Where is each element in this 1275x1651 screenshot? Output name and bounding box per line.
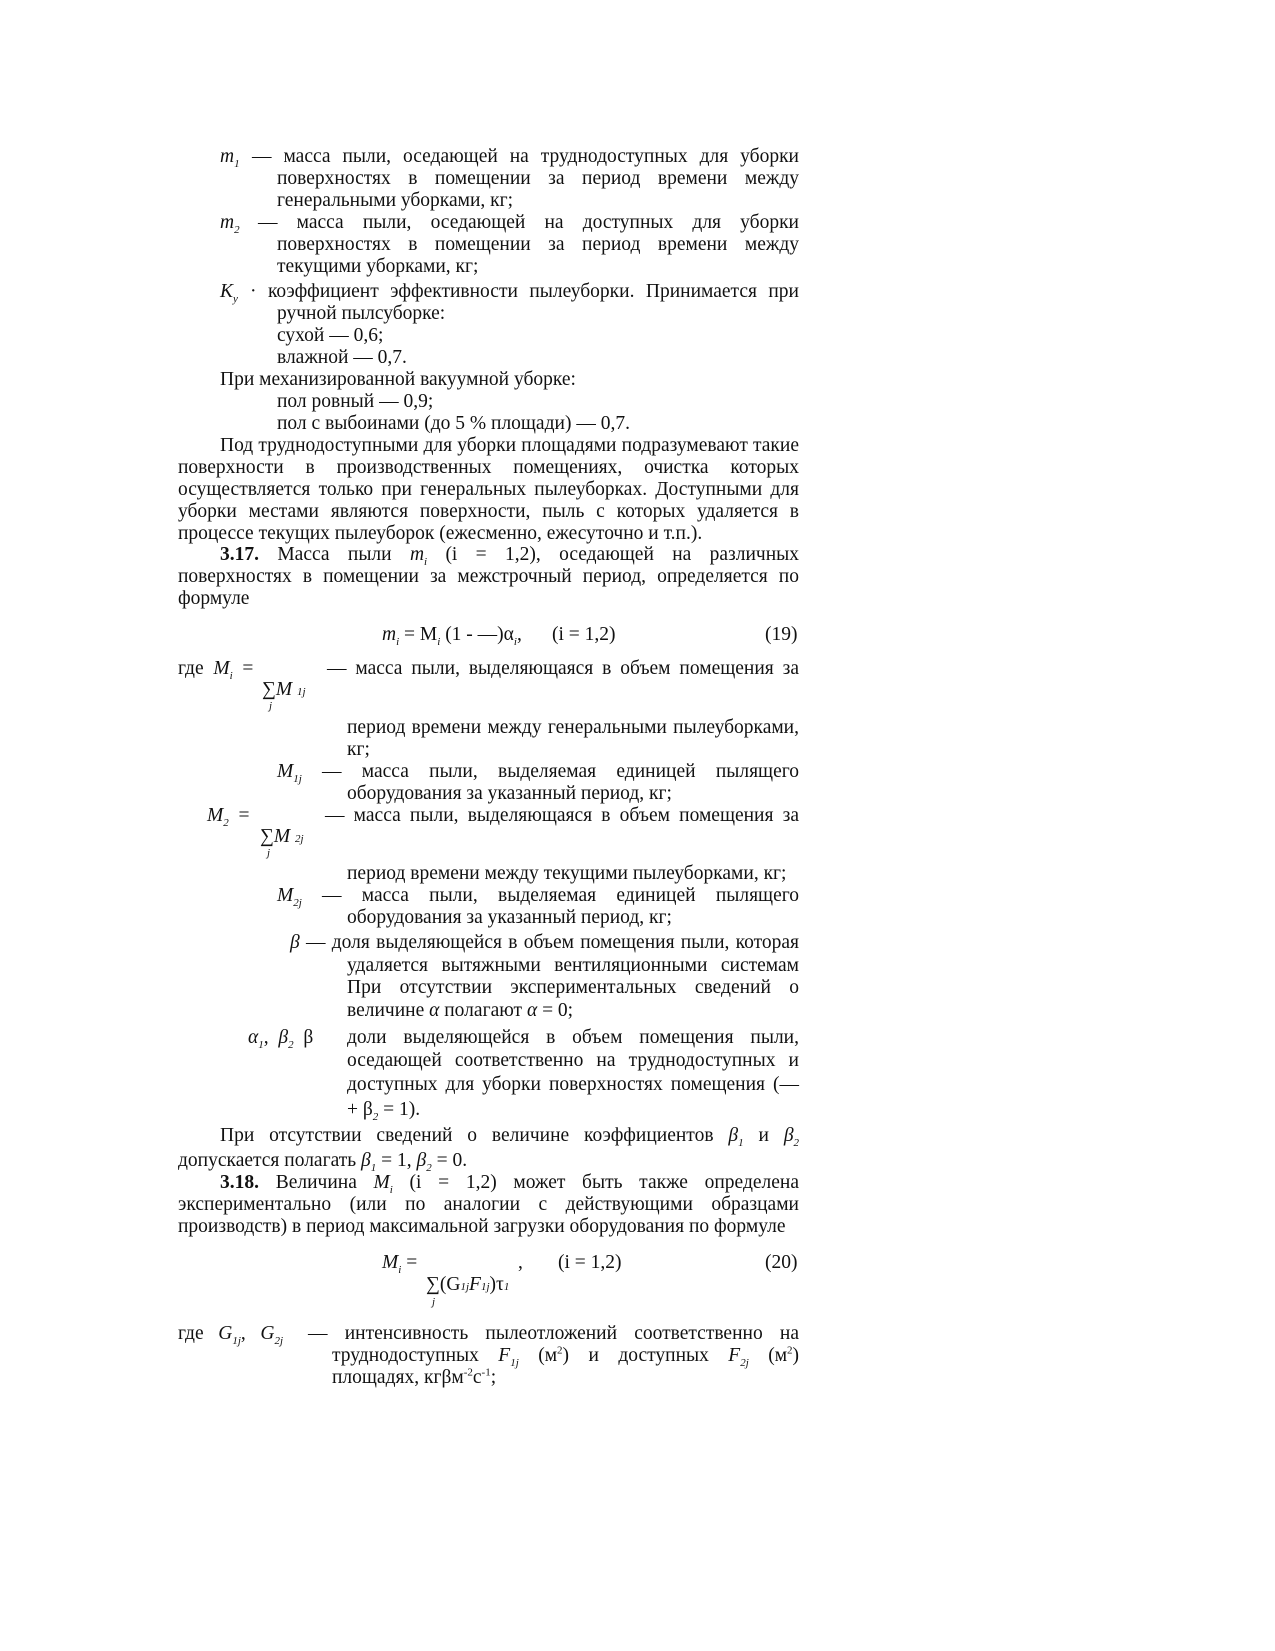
para1-line3: осуществляется только при генеральных пылеуборках. Доступными для (178, 479, 799, 500)
alphas-line4: + $\beta_2 = 1$). (347, 1099, 421, 1123)
equation-19-number: (19) (765, 624, 798, 645)
m1j-line1: — масса пыли, выделяемая единицей пылящего (322, 761, 799, 782)
beta-line1: β — доля выделяющейся в объем помещения пыли, которая (290, 932, 800, 953)
alphas-symbols: $\alpha_1$, $\beta_2$ β (248, 1027, 314, 1051)
alphas-line1: доли выделяющейся в объем помещения пыли, (347, 1027, 799, 1048)
s317-line2: поверхностях в помещении за межстрочный период, определяется по (178, 566, 799, 587)
para2-line1: При отсутствии сведений о величине коэффициентов $\beta_1$ и $\beta_2$ (220, 1125, 800, 1149)
sum-g-index: j (432, 1296, 436, 1308)
where-m2-line1: — масса пыли, выделяющаяся в объем помещения за (325, 805, 799, 826)
m1-def-line3: генеральными уборками, кг; (277, 190, 514, 211)
equation-20: $M_i$ = (382, 1252, 418, 1276)
alphas-line2: оседающей соответственно на труднодоступных и (347, 1050, 799, 1071)
beta-line4: величине α полагают α = 0; (347, 1000, 574, 1021)
where-m2-line2: период времени между текущими пылеуборками, кг; (347, 863, 787, 884)
equation-20-condition: (i = 1,2) (558, 1252, 622, 1273)
sum-m1j-index: j (269, 700, 273, 712)
where-g-line3: площадях, $кг\beta м^{-2}с^{-1}$; (332, 1366, 497, 1388)
where-mi-line3: кг; (347, 739, 370, 760)
m2j-symbol: $M_{2j}$ (277, 885, 302, 909)
m2-def-line3: текущими уборками, кг; (277, 256, 479, 277)
ky-def-line3: сухой — 0,6; (277, 325, 384, 346)
where-mi-line1: — масса пыли, выделяющаяся в объем помещения за (327, 658, 799, 679)
para1-line2: поверхности в производственных помещениях, очистка которых (178, 457, 799, 478)
beta-line3: При отсутствии экспериментальных сведений о (347, 977, 799, 998)
sum-m2j-index: j (267, 847, 271, 859)
m1j-symbol: $M_{1j}$ (277, 761, 302, 785)
m2j-line2: оборудования за указанный период, кг; (347, 907, 672, 928)
s318-line3: производств) в период максимальной загрузки оборудования по формуле (178, 1216, 786, 1237)
equation-19: $m_i = M_i$ $(1 - —)\alpha_i$, (382, 624, 522, 648)
s317-line1: 3.17. Масса пыли $m_i$ (i = 1,2), оседающей на различных (220, 544, 800, 568)
m1-def-line2: поверхностях в помещении за период времени между (277, 168, 799, 189)
para1-line1: Под труднодоступными для уборки площадями подразумевают такие (220, 435, 799, 456)
para1-line5: процессе текущих пылеуборок (ежесменно, ежесуточно и т.п.). (178, 523, 703, 544)
equation-20-comma: , (518, 1252, 523, 1273)
beta-line2: удаляется вытяжными вентиляционными системам (347, 955, 799, 976)
sum-m2j: ∑M 2j (260, 826, 304, 847)
ky-def-line4: влажной — 0,7. (277, 347, 407, 368)
equation-19-condition: (i = 1,2) (552, 624, 616, 645)
s318-line2: экспериментально (или по аналогии с действующими образцами (178, 1194, 799, 1215)
where-mi: где $M_i$ = (178, 658, 254, 682)
where-mi-line2: период времени между генеральными пылеуборками, (347, 717, 799, 738)
m2-def-line2: поверхностях в помещении за период времени между (277, 234, 799, 255)
where-g-line1: — интенсивность пылеотложений соответственно на (308, 1323, 799, 1344)
m2-symbol: $m_2$ (220, 212, 240, 236)
ky-symbol: $K_y$ (220, 281, 238, 305)
s317-line3: формуле (178, 588, 250, 609)
para2-line2: допускается полагать $\beta_1 = 1$, $\beta_2 = 0$. (178, 1150, 468, 1174)
alphas-line3: доступных для уборки поверхностях помещения (— (347, 1074, 799, 1095)
ky-def-line1: · коэффициент эффективности пылеуборки. Принимается при (250, 281, 799, 302)
sum-g1j-f1j: ∑(G1jF1j)τ1 (426, 1274, 510, 1295)
mech-line2: пол ровный — 0,9; (277, 391, 434, 412)
equation-20-number: (20) (765, 1252, 798, 1273)
m2j-line1: — масса пыли, выделяемая единицей пылящего (322, 885, 799, 906)
s318-line1: 3.18. Величина $M_i$ (i = 1,2) может быть также определена (220, 1172, 800, 1196)
where-m2: $M_2$ = (207, 805, 250, 829)
m2-def-line1: — масса пыли, оседающей на доступных для уборки (258, 212, 799, 233)
ky-def-line2: ручной пылсуборке: (277, 303, 446, 324)
m1j-line2: оборудования за указанный период, кг; (347, 783, 672, 804)
para1-line4: уборки местами являются поверхности, пыль с которых удаляется в (178, 501, 799, 522)
where-g-symbols: где $G_{1j}$, $G_{2j}$ (178, 1323, 284, 1347)
mech-line1: При механизированной вакуумной уборке: (220, 369, 576, 390)
m1-symbol: $m_1$ (220, 146, 240, 170)
sum-m1j: ∑M 1j (262, 679, 306, 700)
where-g-line2: труднодоступных $F_{1j}$ $(м^2)$ и доступных $F_{2j}$ $(м^2)$ (332, 1344, 800, 1369)
mech-line3: пол с выбоинами (до 5 % площади) — 0,7. (277, 413, 630, 434)
m1-def-line1: — масса пыли, оседающей на труднодоступных для уборки (252, 146, 799, 167)
